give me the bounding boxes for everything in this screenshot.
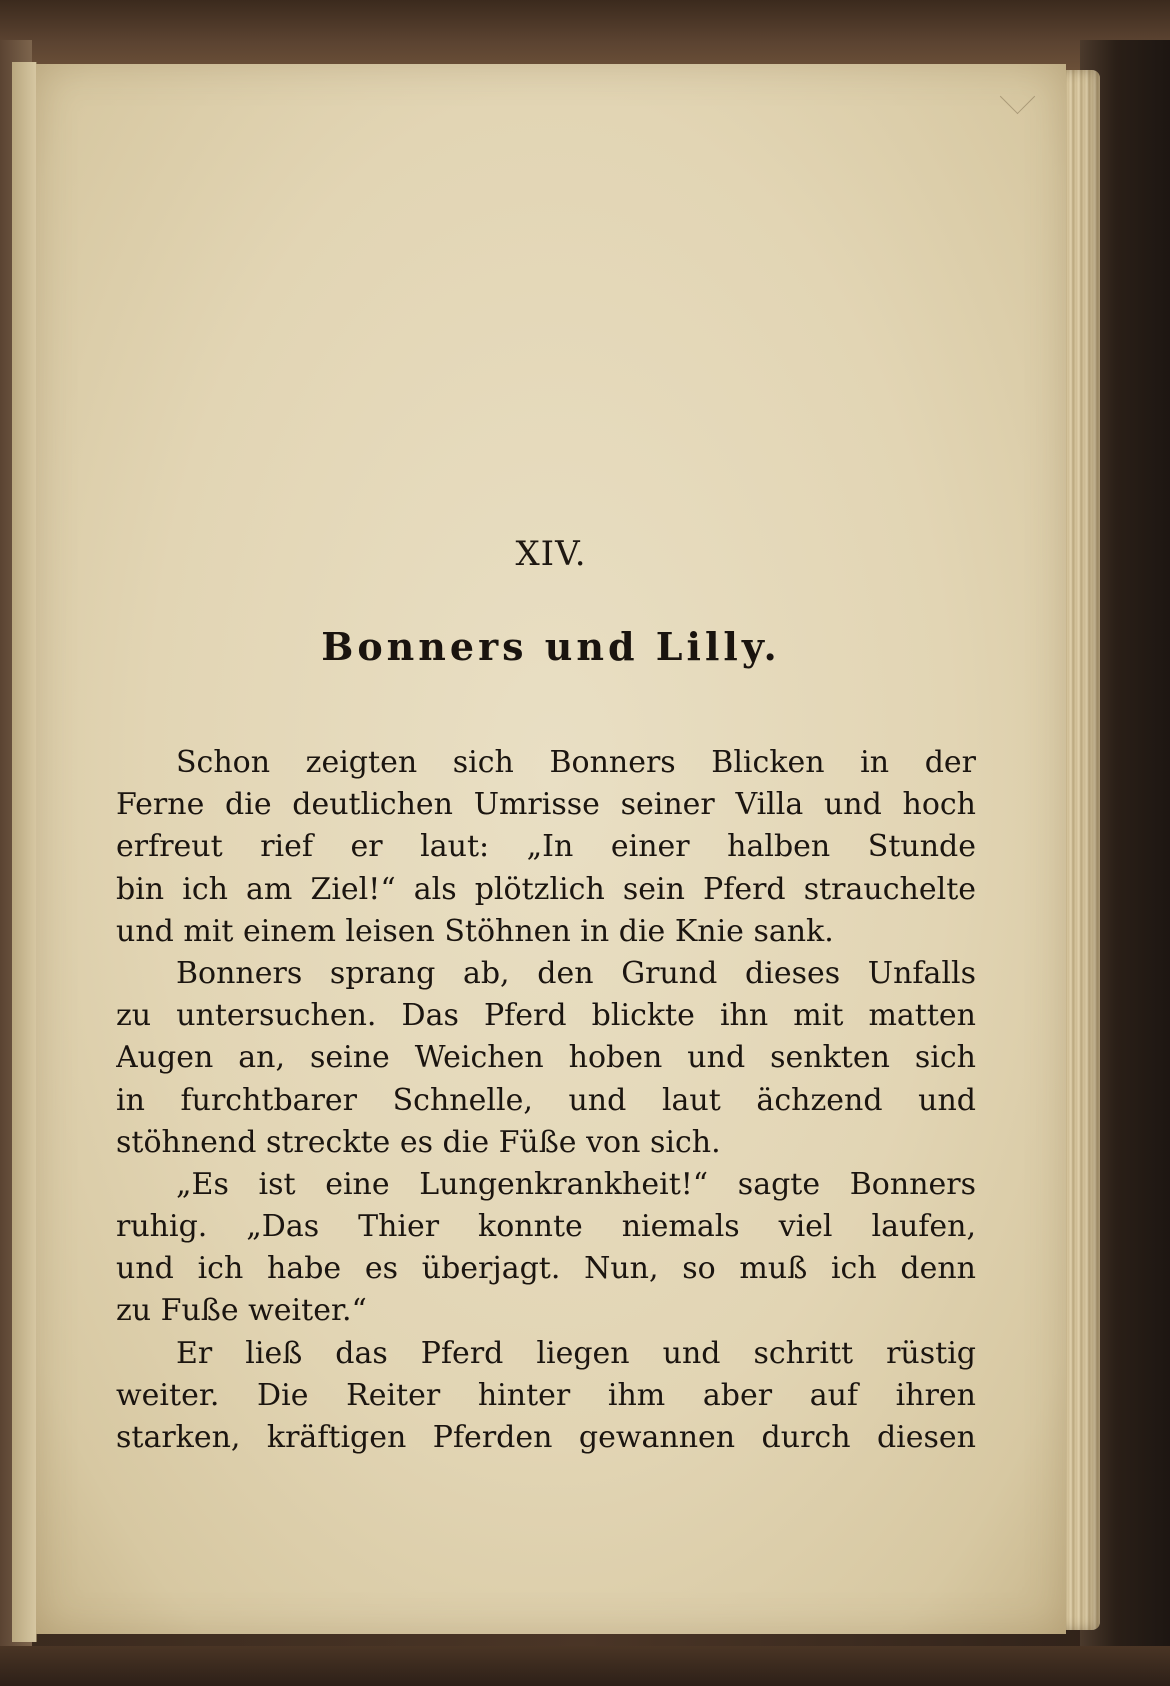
text-line: Er ließ das Pferd liegen und schritt rüstig xyxy=(176,1335,976,1371)
book-cover-top-edge xyxy=(0,0,1170,70)
text-line: stöhnend streckte es die Füße von sich. xyxy=(116,1124,721,1160)
text-line: Bonners sprang ab, den Grund dieses Unfalls xyxy=(176,955,976,991)
text-line: ruhig. „Das Thier konnte niemals viel laufen, xyxy=(116,1209,976,1245)
text-line: in furchtbarer Schnelle, und laut ächzend und xyxy=(116,1082,976,1118)
folded-corner-icon xyxy=(1000,79,1035,114)
text-line: erfreut rief er laut: „In einer halben Stunde xyxy=(116,829,976,865)
text-line: zu Fuße weiter.“ xyxy=(116,1293,367,1329)
book-page xyxy=(36,64,1066,1634)
text-line: und mit einem leisen Stöhnen in die Knie sank. xyxy=(116,913,834,949)
text-line: bin ich am Ziel!“ als plötzlich sein Pferd strauchelte xyxy=(116,871,976,907)
text-line: starken, kräftigen Pferden gewannen durch diesen xyxy=(116,1420,976,1455)
text-line: Augen an, seine Weichen hoben und senkten sich xyxy=(116,1040,976,1076)
book-cover-bottom-edge xyxy=(0,1646,1170,1686)
text-line: Schon zeigten sich Bonners Blicken in der xyxy=(176,745,976,780)
chapter-title: Bonners und Lilly. xyxy=(321,624,781,669)
text-line: „Es ist eine Lungenkrankheit!“ sagte Bonners xyxy=(176,1166,976,1202)
chapter-number: XIV. xyxy=(515,534,587,574)
text-line: weiter. Die Reiter hinter ihm aber auf ihren xyxy=(116,1377,976,1413)
text-line: und ich habe es überjagt. Nun, so muß ich denn xyxy=(116,1251,976,1287)
previous-page-edge xyxy=(12,62,37,1642)
text-line: zu untersuchen. Das Pferd blickte ihn mit matten xyxy=(116,998,976,1034)
body-text xyxy=(116,742,976,1459)
text-line: Ferne die deutlichen Umrisse seiner Villa und hoch xyxy=(116,787,976,823)
